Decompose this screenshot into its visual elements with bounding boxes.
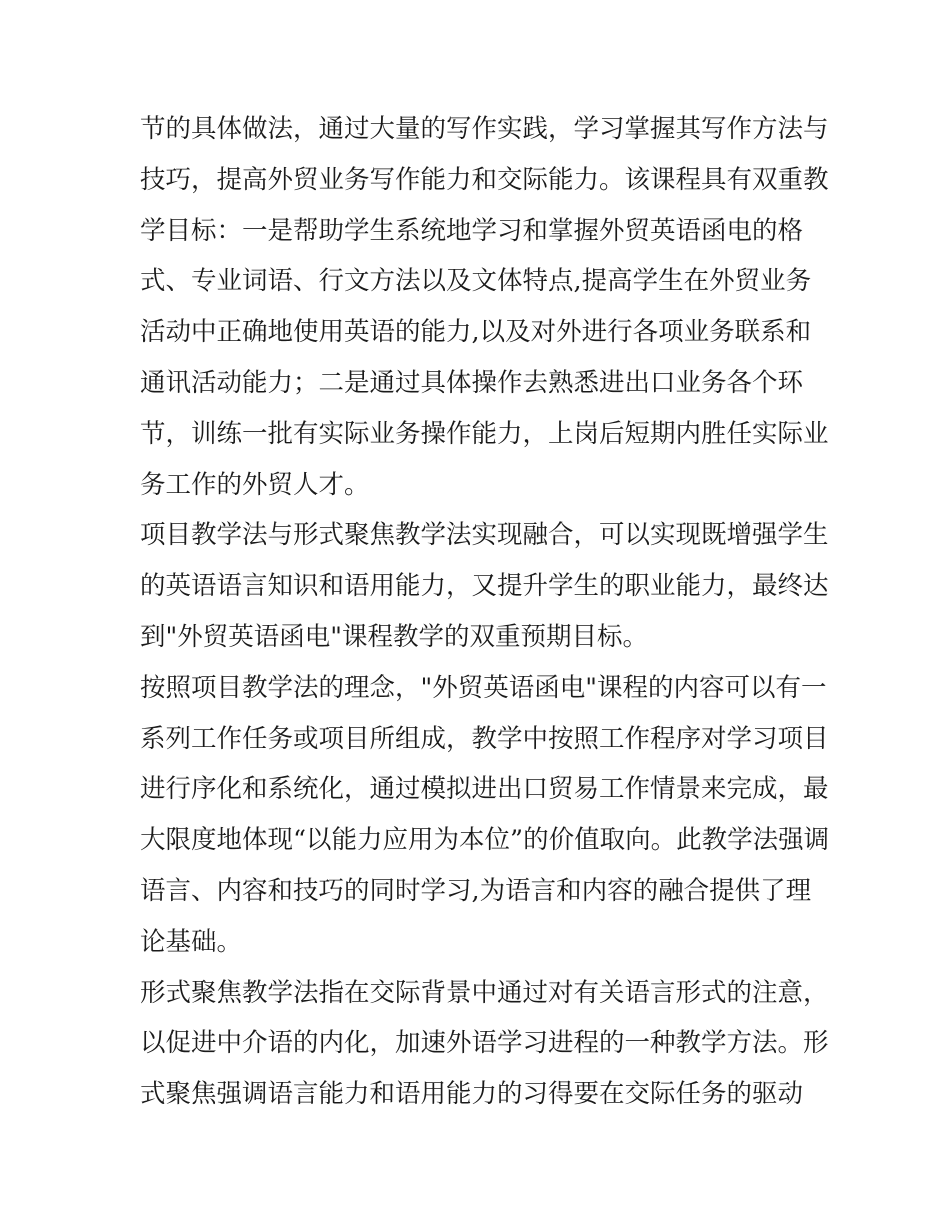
- text-line: 节的具体做法，通过大量的写作实践，学习掌握其写作方法与: [140, 114, 829, 144]
- body-text: [140, 104, 830, 1120]
- text-line: 大限度地体现“以能力应用为本位”的价值取向。此教学法强调: [140, 825, 830, 856]
- text-line: 按照项目教学法的理念，"外贸英语函电"课程的内容可以有一: [140, 672, 827, 703]
- text-line: 到"外贸英语函电"课程教学的双重预期目标。: [140, 621, 648, 652]
- text-line: 节，训练一批有实际业务操作能力，上岗后短期内胜任实际业: [140, 418, 829, 449]
- text-line: 技巧，提高外贸业务写作能力和交际能力。该课程具有双重教: [140, 164, 829, 195]
- text-line: 形式聚焦教学法指在交际背景中通过对有关语言形式的注意，: [140, 977, 829, 1008]
- text-line: 论基础。: [140, 926, 243, 957]
- text-line: 项目教学法与形式聚焦教学法实现融合，可以实现既增强学生: [140, 520, 829, 551]
- text-line: 通讯活动能力；二是通过具体操作去熟悉进出口业务各个环: [140, 367, 804, 398]
- text-line: 进行序化和系统化，通过模拟进出口贸易工作情景来完成，最: [140, 774, 829, 805]
- text-line: 务工作的外贸人才。: [140, 469, 370, 500]
- text-line: 学目标：一是帮助学生系统地学习和掌握外贸英语函电的格: [140, 215, 804, 246]
- text-line: 语言、内容和技巧的同时学习,为语言和内容的融合提供了理: [140, 875, 812, 906]
- text-line: 式、专业词语、行文方法以及文体特点,提高学生在外贸业务: [140, 266, 812, 297]
- text-line: 以促进中介语的内化，加速外语学习进程的一种教学方法。形: [140, 1028, 829, 1059]
- text-line: 活动中正确地使用英语的能力,以及对外进行各项业务联系和: [140, 317, 812, 348]
- text-line: 系列工作任务或项目所组成，教学中按照工作程序对学习项目: [140, 723, 829, 754]
- text-line: 的英语语言知识和语用能力，又提升学生的职业能力，最终达: [140, 571, 829, 602]
- text-line: 式聚焦强调语言能力和语用能力的习得要在交际任务的驱动: [140, 1079, 804, 1110]
